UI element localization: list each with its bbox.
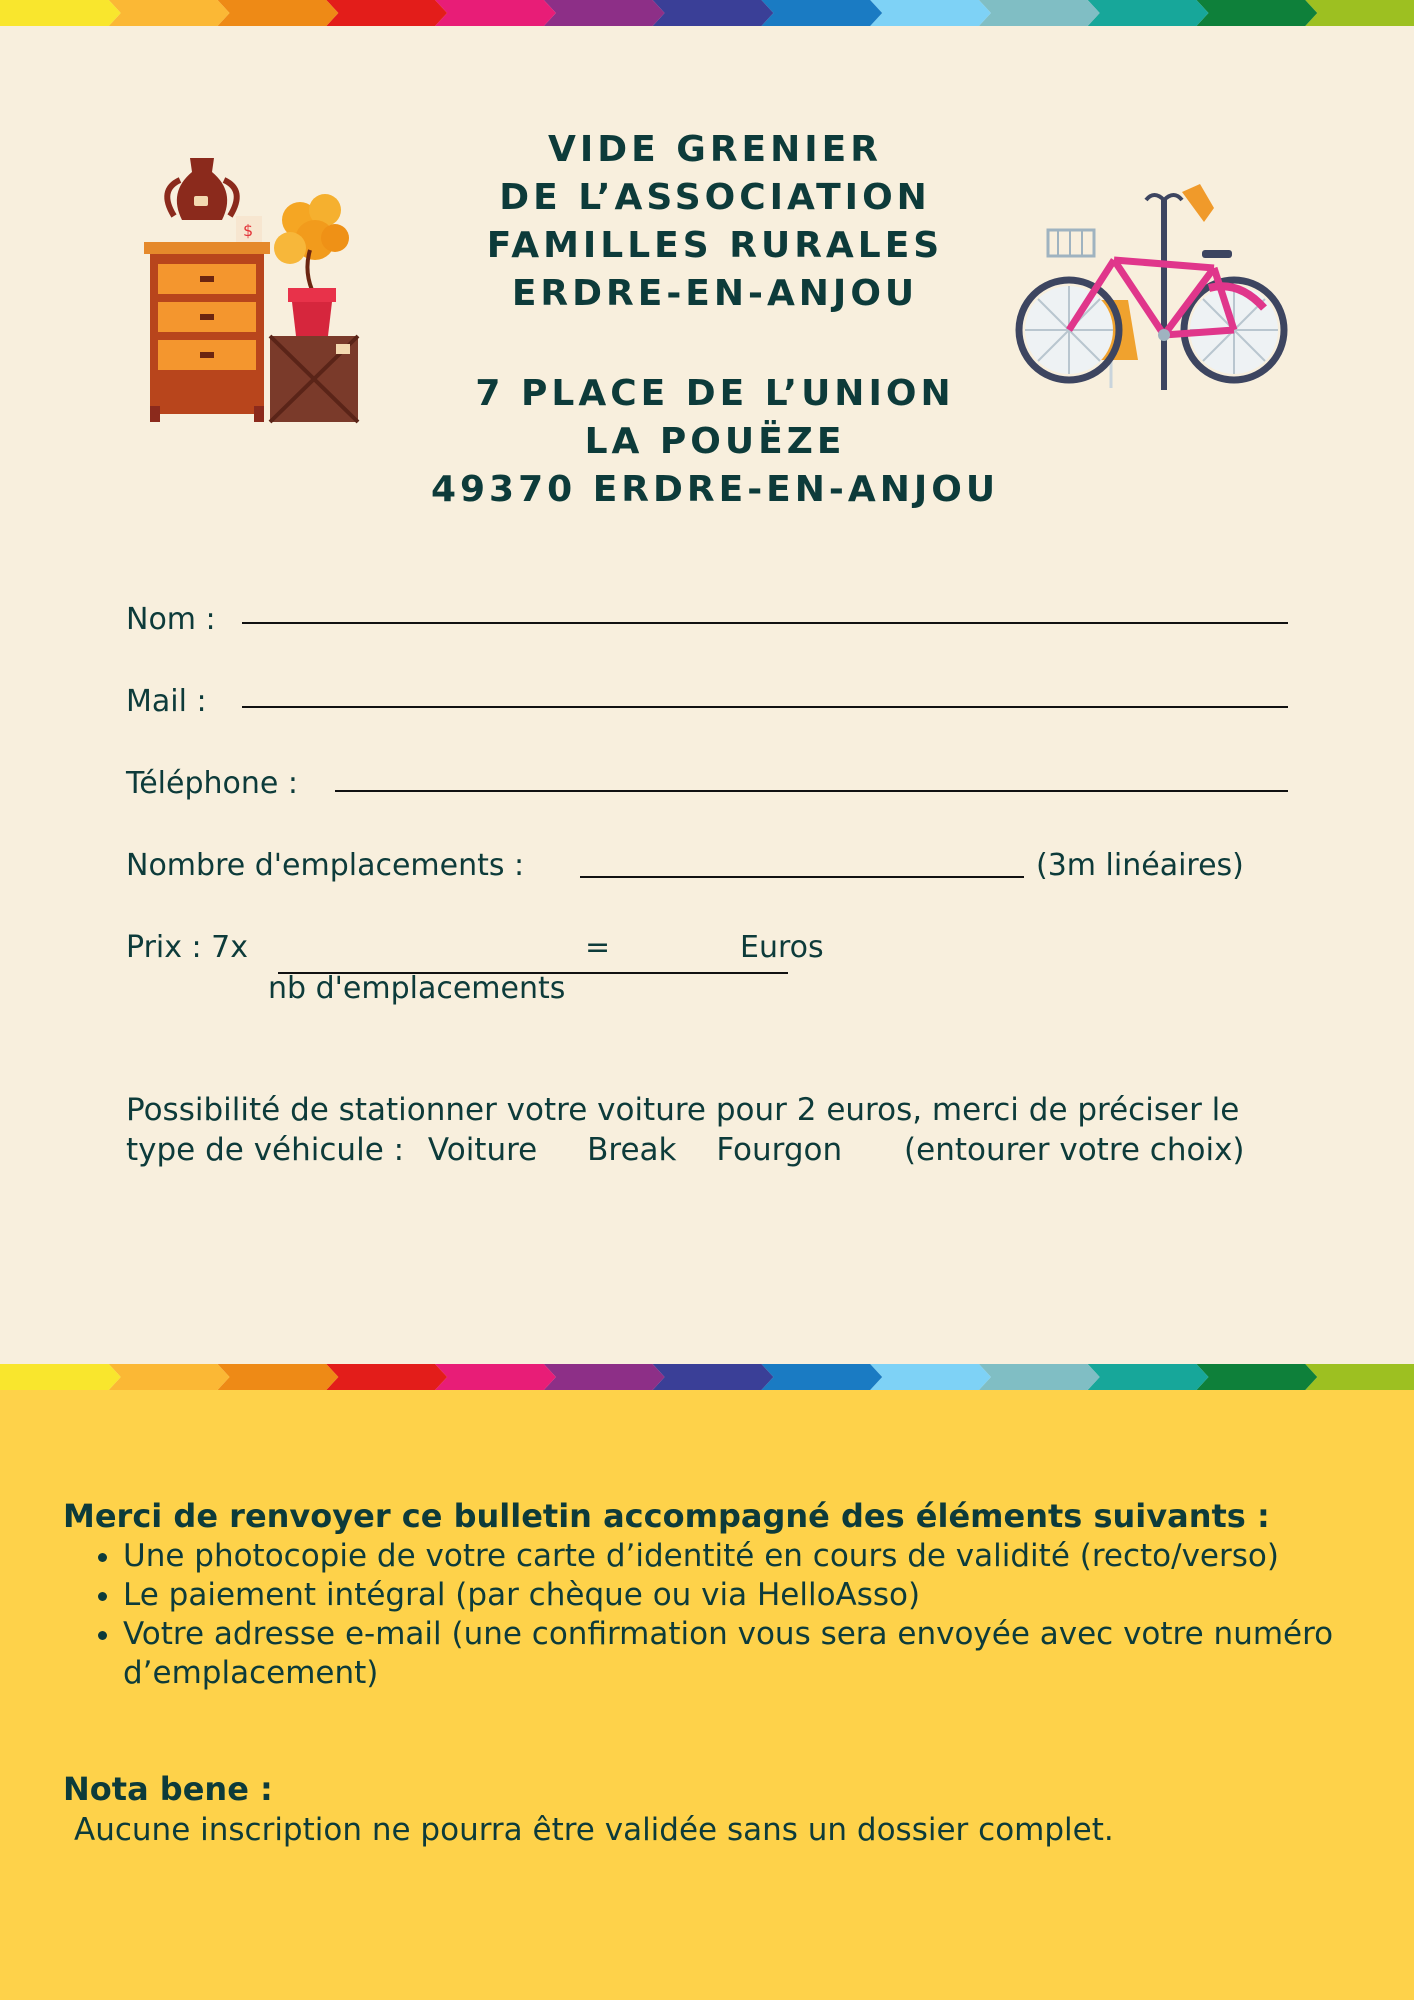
emplacements-unit: (3m linéaires) — [1036, 848, 1244, 883]
stripe-segment — [653, 1364, 774, 1390]
stripe-segment — [326, 1364, 447, 1390]
prix-sublabel: nb d'emplacements — [268, 971, 566, 1006]
stripe-segment — [0, 1364, 121, 1390]
parking-type-label: type de véhicule : — [126, 1132, 405, 1168]
nom-label: Nom : — [126, 602, 216, 637]
emplacements-label: Nombre d'emplacements : — [126, 848, 525, 883]
telephone-field[interactable] — [335, 790, 1288, 792]
stripe-segment — [0, 0, 121, 26]
svg-text:$: $ — [243, 221, 254, 240]
mail-label: Mail : — [126, 684, 207, 719]
stripe-segment — [1305, 1364, 1414, 1390]
stripe-segment — [870, 0, 991, 26]
stripe-segment — [544, 1364, 665, 1390]
parking-note — [126, 1090, 1306, 1170]
nota-bene-text: Aucune inscription ne pourra être validée sans un dossier complet. — [74, 1812, 1114, 1848]
stripe-segment — [218, 0, 339, 26]
stripe-segment — [761, 1364, 882, 1390]
list-item: • Le paiement intégral (par chèque ou via HelloAsso) — [123, 1576, 1363, 1615]
list-item: • Une photocopie de votre carte d’identité en cours de validité (recto/verso) — [123, 1537, 1363, 1576]
vehicle-option-voiture[interactable]: Voiture — [427, 1132, 538, 1168]
list-item: • Votre adresse e-mail (une confirmation vous sera envoyée avec votre numéro d’emplacement) — [123, 1615, 1363, 1693]
stripe-segment — [1196, 0, 1317, 26]
nota-bene-heading: Nota bene : — [63, 1770, 273, 1808]
stripe-segment — [544, 0, 665, 26]
nom-field[interactable] — [242, 622, 1288, 624]
requirements-heading: Merci de renvoyer ce bulletin accompagné des éléments suivants : — [63, 1497, 1270, 1535]
prix-currency: Euros — [740, 930, 824, 965]
stripe-segment — [761, 0, 882, 26]
bicycle-illustration — [1014, 180, 1304, 404]
vehicle-option-fourgon[interactable]: Fourgon — [716, 1132, 843, 1168]
event-title: VIDE GRENIER DE L’ASSOCIATION FAMILLES RURALES ERDRE-EN-ANJOU — [486, 129, 944, 314]
stripe-segment — [1305, 0, 1414, 26]
stripe-segment — [109, 1364, 230, 1390]
rainbow-stripe-middle — [0, 1364, 1414, 1390]
prix-label: Prix : 7x — [126, 930, 249, 965]
stripe-segment — [979, 0, 1100, 26]
instructions-panel — [0, 1390, 1414, 2000]
stripe-segment — [435, 0, 556, 26]
stripe-segment — [653, 0, 774, 26]
rainbow-stripe-top — [0, 0, 1414, 26]
stripe-segment — [870, 1364, 991, 1390]
requirements-list — [63, 1537, 1363, 1693]
stripe-segment — [979, 1364, 1100, 1390]
emplacements-field[interactable] — [580, 876, 1024, 878]
stripe-segment — [435, 1364, 556, 1390]
event-address: 7 PLACE DE L’UNION LA POUËZE 49370 ERDRE-EN-ANJOU — [430, 373, 1000, 510]
furniture-illustration — [140, 150, 360, 434]
stripe-segment — [1088, 1364, 1209, 1390]
telephone-label: Téléphone : — [126, 766, 299, 801]
stripe-segment — [326, 0, 447, 26]
stripe-segment — [218, 1364, 339, 1390]
parking-line-1: Possibilité de stationner votre voiture pour 2 euros, merci de préciser le — [126, 1092, 1240, 1128]
mail-field[interactable] — [242, 706, 1288, 708]
stripe-segment — [1196, 1364, 1317, 1390]
stripe-segment — [109, 0, 230, 26]
parking-instruction: (entourer votre choix) — [904, 1132, 1245, 1168]
stripe-segment — [1088, 0, 1209, 26]
prix-equals: = — [585, 930, 611, 965]
vehicle-option-break[interactable]: Break — [587, 1132, 677, 1168]
